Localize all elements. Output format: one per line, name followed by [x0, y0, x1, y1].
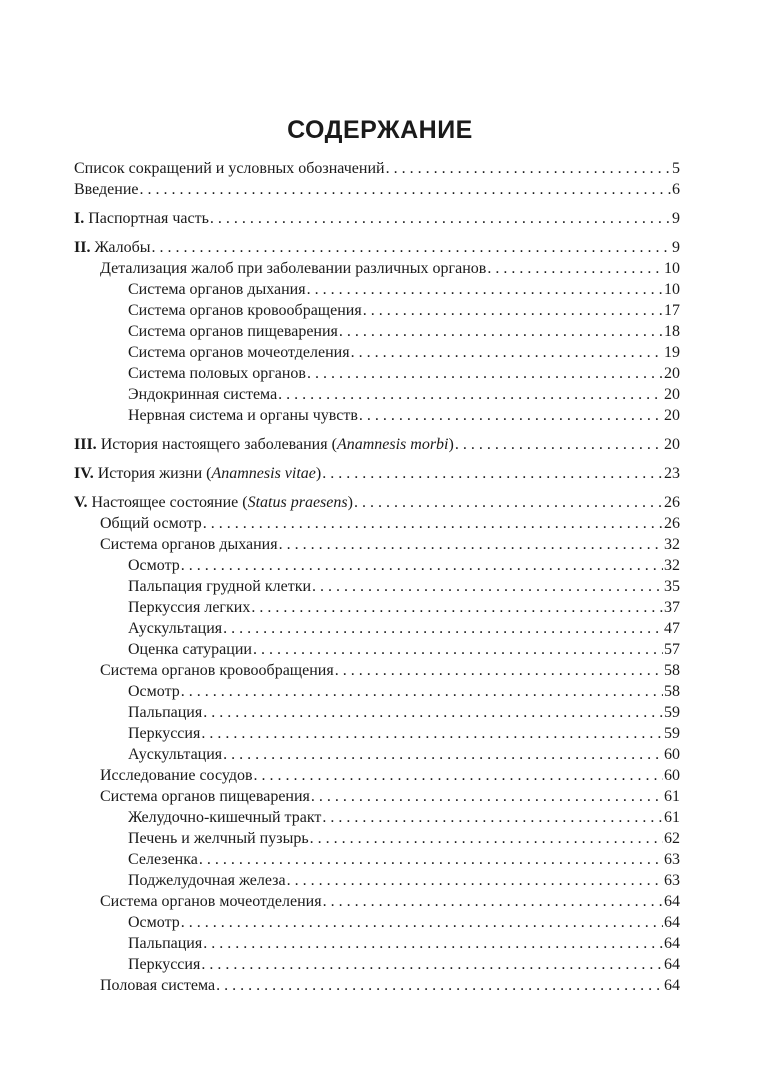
- dot-leader: [181, 912, 663, 933]
- toc-entry: [74, 702, 680, 723]
- toc-entry-title: [128, 954, 200, 975]
- toc-entry-title: [100, 765, 253, 786]
- toc-entry: [74, 807, 680, 828]
- dot-leader: [278, 384, 663, 405]
- toc-entry-page-number: 58: [664, 683, 680, 700]
- toc-entry: [74, 513, 680, 534]
- toc-entry-page-number: 59: [664, 704, 680, 721]
- toc-entry-text: Пальпация: [128, 935, 203, 952]
- toc-entry-latin-term: Status praesens: [247, 494, 348, 511]
- toc-entry-text: Нервная система и органы чувств: [128, 407, 358, 424]
- dot-leader: [311, 786, 663, 807]
- toc-entry-page-number: 60: [664, 767, 680, 784]
- toc-entry: [74, 208, 680, 229]
- toc-entry-title: [128, 681, 180, 702]
- toc-entry: [74, 786, 680, 807]
- toc-entry: [74, 954, 680, 975]
- dot-leader: [323, 891, 663, 912]
- toc-entry-text: Эндокринная система: [128, 386, 278, 403]
- toc-entry: [74, 555, 680, 576]
- toc-entry-title: [128, 576, 311, 597]
- toc-entry-text: Осмотр: [128, 557, 180, 574]
- toc-entry-title: [128, 807, 321, 828]
- toc-entry-page-number: 20: [664, 436, 680, 453]
- toc-entry: [74, 933, 680, 954]
- dot-leader: [152, 237, 671, 258]
- toc-entry: [74, 828, 680, 849]
- dot-leader: [201, 954, 663, 975]
- toc-entry: [74, 342, 680, 363]
- toc-entry-title: [74, 237, 151, 258]
- toc-entry-text: Осмотр: [128, 683, 180, 700]
- toc-entry-page-number: 35: [664, 578, 680, 595]
- toc-entry-title: [128, 849, 198, 870]
- toc-entry-title: [74, 463, 321, 484]
- toc-entry-title: [128, 597, 250, 618]
- toc-entry-page-number: 60: [664, 746, 680, 763]
- toc-entry: [74, 158, 680, 179]
- dot-leader: [181, 681, 663, 702]
- toc-entry-title: [100, 891, 322, 912]
- page-title: СОДЕРЖАНИЕ: [287, 116, 473, 144]
- toc-entry-text-suffix: ): [448, 436, 454, 453]
- toc-entry-number: I.: [74, 210, 85, 227]
- toc-entry-text: Осмотр: [128, 914, 180, 931]
- toc-entry: [74, 765, 680, 786]
- toc-entry-page-number: 19: [664, 344, 680, 361]
- toc-entry: [74, 279, 680, 300]
- toc-entry-title: [74, 179, 139, 200]
- toc-entry-title: [128, 744, 222, 765]
- toc-entry-text: Система органов кровообращения: [128, 302, 362, 319]
- toc-entry-text: Общий осмотр: [100, 515, 202, 532]
- toc-entry-title: [128, 384, 277, 405]
- toc-entry-text: Перкуссия: [128, 725, 201, 742]
- toc-entry-text: Система органов мочеотделения: [128, 344, 350, 361]
- toc-entry-text-suffix: ): [347, 494, 353, 511]
- dot-leader: [140, 179, 672, 200]
- dot-leader: [199, 849, 663, 870]
- toc-entry-page-number: 5: [672, 160, 680, 177]
- toc-entry-page-number: 64: [664, 977, 680, 994]
- toc-entry-number: V.: [74, 494, 88, 511]
- toc-entry-title: [128, 933, 202, 954]
- toc-entry-title: [100, 975, 215, 996]
- toc-entry-page-number: 26: [664, 515, 680, 532]
- toc-entry-page-number: 59: [664, 725, 680, 742]
- toc-entry: [74, 870, 680, 891]
- dot-leader: [251, 597, 663, 618]
- toc-entry: [74, 463, 680, 484]
- toc-entry-title: [128, 405, 358, 426]
- dot-leader: [307, 363, 663, 384]
- toc-entry-text: Аускультация: [128, 620, 223, 637]
- toc-entry-page-number: 64: [664, 956, 680, 973]
- dot-leader: [203, 933, 663, 954]
- toc-entry: [74, 849, 680, 870]
- dot-leader: [351, 342, 663, 363]
- toc-entry-number: III.: [74, 436, 97, 453]
- dot-leader: [310, 828, 663, 849]
- toc-entry-latin-term: Anamnesis vitae: [211, 465, 316, 482]
- toc-entry: [74, 492, 680, 513]
- toc-entry-text: Жалобы: [90, 239, 151, 256]
- toc-entry-page-number: 64: [664, 914, 680, 931]
- toc-entry-text: Настоящее состояние (: [87, 494, 248, 511]
- dot-leader: [201, 723, 663, 744]
- toc-entry-title: [74, 434, 454, 455]
- toc-entry-page-number: 9: [672, 239, 680, 256]
- toc-entry-page-number: 57: [664, 641, 680, 658]
- toc-entry-text: Введение: [74, 181, 139, 198]
- dot-leader: [455, 434, 663, 455]
- dot-leader: [203, 513, 663, 534]
- toc-entry-title: [128, 555, 180, 576]
- dot-leader: [253, 639, 663, 660]
- toc-entry: [74, 237, 680, 258]
- toc-entry: [74, 891, 680, 912]
- toc-entry-page-number: 26: [664, 494, 680, 511]
- dot-leader: [216, 975, 663, 996]
- toc-entry-text: Система органов мочеотделения: [100, 893, 322, 910]
- toc-entry-page-number: 9: [672, 210, 680, 227]
- toc-entry-title: [128, 912, 180, 933]
- toc-entry-page-number: 32: [664, 536, 680, 553]
- toc-entry-page-number: 64: [664, 893, 680, 910]
- toc-entry-latin-term: Anamnesis morbi: [336, 436, 449, 453]
- toc-entry-page-number: 61: [664, 809, 680, 826]
- toc-entry-text: Паспортная часть: [84, 210, 209, 227]
- toc-entry-title: [128, 321, 338, 342]
- toc-entry-page-number: 10: [664, 281, 680, 298]
- toc-entry-number: II.: [74, 239, 91, 256]
- toc-entry-page-number: 6: [672, 181, 680, 198]
- toc-entry-page-number: 10: [664, 260, 680, 277]
- toc-entry-title: [128, 723, 200, 744]
- toc-entry-number: IV.: [74, 465, 94, 482]
- toc-entry-text: Исследование сосудов: [100, 767, 253, 784]
- table-of-contents: [74, 158, 680, 996]
- toc-entry-text: Система половых органов: [128, 365, 306, 382]
- toc-entry-text: Оценка сатурации: [128, 641, 252, 658]
- dot-leader: [363, 300, 663, 321]
- toc-entry-title: [128, 702, 202, 723]
- toc-entry: [74, 321, 680, 342]
- dot-leader: [181, 555, 663, 576]
- toc-entry: [74, 618, 680, 639]
- dot-leader: [203, 702, 663, 723]
- toc-entry-page-number: 64: [664, 935, 680, 952]
- toc-entry-text: Система органов дыхания: [100, 536, 278, 553]
- toc-entry: [74, 912, 680, 933]
- toc-entry-title: [100, 534, 278, 555]
- toc-entry: [74, 744, 680, 765]
- toc-entry-text: Пальпация грудной клетки: [128, 578, 312, 595]
- toc-entry-title: [128, 363, 306, 384]
- toc-entry-page-number: 63: [664, 851, 680, 868]
- toc-entry: [74, 660, 680, 681]
- dot-leader: [279, 534, 663, 555]
- toc-entry-text: Желудочно-кишечный тракт: [128, 809, 322, 826]
- toc-entry-title: [74, 208, 209, 229]
- toc-entry-page-number: 17: [664, 302, 680, 319]
- dot-leader: [307, 279, 663, 300]
- toc-entry-page-number: 63: [664, 872, 680, 889]
- toc-entry: [74, 639, 680, 660]
- dot-leader: [322, 807, 663, 828]
- toc-entry: [74, 363, 680, 384]
- toc-entry: [74, 681, 680, 702]
- toc-entry-title: [100, 258, 486, 279]
- dot-leader: [210, 208, 671, 229]
- dot-leader: [322, 463, 663, 484]
- toc-entry-page-number: 61: [664, 788, 680, 805]
- toc-entry: [74, 434, 680, 455]
- toc-entry: [74, 300, 680, 321]
- toc-entry-text: Пальпация: [128, 704, 203, 721]
- toc-entry: [74, 597, 680, 618]
- toc-entry-page-number: 62: [664, 830, 680, 847]
- toc-entry-page-number: 37: [664, 599, 680, 616]
- toc-entry-title: [128, 828, 309, 849]
- toc-entry-page-number: 32: [664, 557, 680, 574]
- dot-leader: [223, 618, 663, 639]
- toc-entry-text: Система органов кровообращения: [100, 662, 334, 679]
- dot-leader: [386, 158, 671, 179]
- toc-entry-text: Детализация жалоб при заболевании различных органов: [100, 260, 487, 277]
- toc-entry: [74, 723, 680, 744]
- toc-entry-title: [100, 786, 310, 807]
- toc-entry-text: История жизни (: [93, 465, 212, 482]
- toc-entry-title: [128, 300, 362, 321]
- toc-entry: [74, 576, 680, 597]
- toc-entry-title: [128, 639, 252, 660]
- toc-entry-page-number: 20: [664, 365, 680, 382]
- toc-entry-text: Аускультация: [128, 746, 223, 763]
- dot-leader: [359, 405, 663, 426]
- toc-entry-title: [100, 513, 202, 534]
- toc-entry-text: Поджелудочная железа: [128, 872, 286, 889]
- toc-entry-title: [100, 660, 334, 681]
- toc-entry-page-number: 18: [664, 323, 680, 340]
- toc-entry-title: [128, 279, 306, 300]
- toc-entry-text: Система органов дыхания: [128, 281, 306, 298]
- toc-entry-text: Перкуссия: [128, 956, 201, 973]
- toc-entry-title: [74, 492, 353, 513]
- toc-entry-text: Система органов пищеварения: [100, 788, 310, 805]
- toc-entry: [74, 975, 680, 996]
- toc-entry-text: Список сокращений и условных обозначений: [74, 160, 385, 177]
- dot-leader: [339, 321, 663, 342]
- toc-entry-text: Печень и желчный пузырь: [128, 830, 309, 847]
- toc-entry-text: Половая система: [100, 977, 216, 994]
- toc-entry-page-number: 20: [664, 407, 680, 424]
- toc-entry-title: [128, 342, 350, 363]
- toc-entry: [74, 534, 680, 555]
- dot-leader: [312, 576, 663, 597]
- dot-leader: [335, 660, 663, 681]
- toc-entry-title: [74, 158, 385, 179]
- toc-entry-text: Селезенка: [128, 851, 198, 868]
- toc-entry: [74, 384, 680, 405]
- toc-entry-title: [128, 618, 222, 639]
- toc-entry: [74, 179, 680, 200]
- toc-entry-title: [128, 870, 286, 891]
- toc-entry-text: Перкуссия легких: [128, 599, 251, 616]
- dot-leader: [354, 492, 663, 513]
- toc-entry-page-number: 58: [664, 662, 680, 679]
- dot-leader: [287, 870, 663, 891]
- toc-entry-page-number: 47: [664, 620, 680, 637]
- toc-entry: [74, 258, 680, 279]
- toc-entry-text: Система органов пищеварения: [128, 323, 338, 340]
- dot-leader: [223, 744, 663, 765]
- toc-entry-page-number: 23: [664, 465, 680, 482]
- dot-leader: [254, 765, 663, 786]
- toc-entry-text: История настоящего заболевания (: [96, 436, 337, 453]
- toc-entry-page-number: 20: [664, 386, 680, 403]
- toc-entry-text-suffix: ): [315, 465, 322, 482]
- toc-entry: [74, 405, 680, 426]
- dot-leader: [487, 258, 663, 279]
